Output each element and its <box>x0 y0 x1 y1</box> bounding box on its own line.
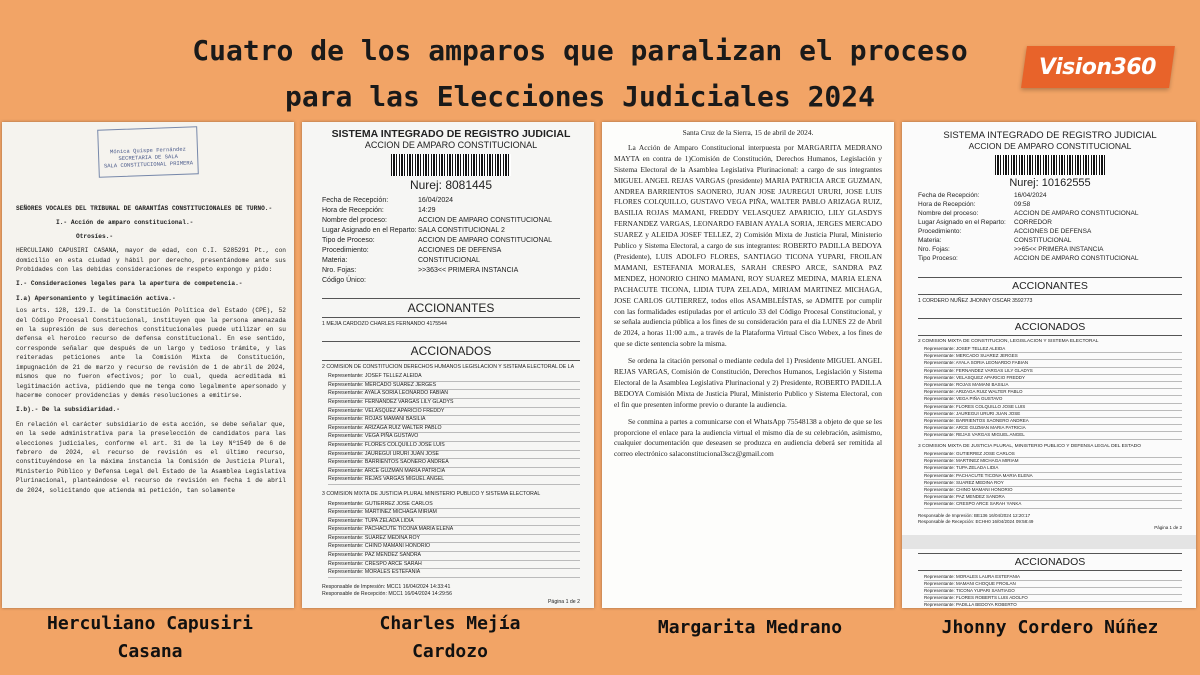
field-row <box>322 196 580 206</box>
field-row <box>322 266 580 276</box>
representative-row: Representante: ARIZAGA RUIZ WALTER PABLO <box>328 425 580 434</box>
representative-row: Representante: JAUREGUI URURI JUAN JOSE <box>924 411 1182 418</box>
representative-row: Representante: PAZ MENDEZ SANDRA <box>924 494 1182 501</box>
field-row <box>322 256 580 266</box>
doc4-reps-2 <box>924 451 1182 509</box>
title-line-1: Cuatro de los amparos que paralizan el proceso <box>192 34 968 67</box>
field-value: ACCIONES DE DEFENSA <box>418 247 502 254</box>
doc4-footer-2: Responsable de Recepción: ECHH0 16/04/2024 09:58:49 <box>918 518 1034 524</box>
representative-row: Representante: MARTINEZ MICHAGA MIRIAM <box>924 458 1182 465</box>
doc2-reps-2 <box>328 501 580 578</box>
doc2-nurej: Nurej: 8081445 <box>409 178 493 192</box>
doc4-footer-1: Responsable de Impresión: BE136 16/04/2024 12:20:17 <box>918 512 1031 518</box>
doc1-heading-4: I.a) Apersonamiento y legitimación activa.- <box>16 294 176 302</box>
representative-row: Representante: PADILLA BEDOYA ROBERTO <box>924 602 1182 608</box>
field-value: 09:58 <box>1014 201 1031 208</box>
representative-row: Representante: SUAREZ MEDINA ROY <box>328 535 580 544</box>
field-label: Lugar Asignado en el Reparto: <box>918 219 1006 226</box>
doc2-accionantes-title: ACCIONANTES <box>322 298 580 318</box>
doc4-nurej: Nurej: 10162555 <box>1009 177 1091 189</box>
representative-row: Representante: CRESPO ARCE SARAH <box>328 561 580 570</box>
doc2-footer-2: Responsable de Recepción: MCC1 16/04/2024 14:29:56 <box>322 591 453 598</box>
doc2-action-title: ACCION DE AMPARO CONSTITUCIONAL <box>364 140 538 150</box>
representative-row: Representante: GUTIERREZ JOSE CARLOS <box>924 451 1182 458</box>
field-label: Tipo Proceso: <box>918 255 958 262</box>
field-value: 16/04/2024 <box>1014 192 1047 199</box>
representative-row: Representante: VEGA PIÑA GUSTAVO <box>924 396 1182 403</box>
field-row <box>918 191 1182 200</box>
representative-row: Representante: VELASQUEZ APARICIO FREDDY <box>924 375 1182 382</box>
representative-row: Representante: ROJAS MAMANI BASILIA <box>924 382 1182 389</box>
representative-row: Representante: FLORES ROBERTS LUIS ADOLFO <box>924 595 1182 602</box>
doc1-paragraph-2: Los arts. 128, 129.I. de la Constitución Política del Estado (CPE), 52 del Código Procesal Constitucional, instituyen que la persona amenazada en la supresión de sus derechos constitucionales puede utilizar en su defensa el heroico recurso de defensa constitucional. En ese sentido, corresponde señalar que después de un largo y tedioso trámite, y las reiteradas peticiones ante la Comisión Mixta de Constitución, impugnación de 21 de marzo y recurso de revisión de 1 de abril de 2024, mismos que no fueron efectivos; por lo cual, queda acreditada mi legitimación activa, pidiendo que me tenga como legalmente apersonado y hacerme conocer providencias y demás resoluciones a emitirse. <box>16 307 286 399</box>
field-value: CORREDOR <box>1014 219 1052 226</box>
field-label: Lugar Asignado en el Reparto: <box>322 227 417 234</box>
doc2-group-1: 2 COMISION DE CONSTITUCION DERECHOS HUMANOS LEGISLACION Y SISTEMA ELECTORAL DE LA <box>322 363 575 370</box>
doc4-page-number: Página 1 de 2 <box>1154 524 1182 530</box>
doc4-reps-3 <box>924 574 1182 608</box>
field-row <box>918 236 1182 245</box>
doc1-heading-1: I.- Acción de amparo constitucional.- <box>56 219 194 227</box>
caption-herculiano-line-1: Herculiano Capusiri <box>47 613 253 634</box>
field-label: Materia: <box>322 257 348 264</box>
representative-row: Representante: ARIZAGA RUIZ WALTER PABLO <box>924 389 1182 396</box>
field-row <box>322 216 580 226</box>
field-value: SALA CONSTITUCIONAL 2 <box>418 227 505 234</box>
representative-row: Representante: PACHACUTE TICONA MARIA ELENA <box>924 473 1182 480</box>
field-label: Nro. Fojas: <box>918 246 950 253</box>
representative-row: Representante: MORALES ESTEFANIA <box>328 569 580 578</box>
representative-row: Representante: VELASQUEZ APARICIO FREDDY <box>328 408 580 417</box>
representative-row: Representante: CHINO MAMANI HONORIO <box>328 543 580 552</box>
representative-row: Representante: AYALA SORIA LEONARDO FABIAN <box>924 360 1182 367</box>
doc2-accionante: 1 MEJIA CARDOZO CHARLES FERNANDO 4175544 <box>322 321 447 327</box>
caption-charles-line-1: Charles Mejía <box>379 613 521 634</box>
field-label: Hora de Recepción: <box>918 201 976 208</box>
field-row <box>322 246 580 256</box>
vision360-logo <box>1021 46 1175 88</box>
representative-row: Representante: VEGA PIÑA GUSTAVO <box>328 433 580 442</box>
doc2-barcode <box>391 154 511 176</box>
representative-row: Representante: JOSEF TELLEZ ALEIDA <box>328 373 580 382</box>
representative-row: Representante: MAMANI CHOQUE FROILAN <box>924 581 1182 588</box>
representative-row: Representante: REJAS VARGAS MIGUEL ANGEL <box>924 432 1182 439</box>
representative-row: Representante: ARCE GUZMAN MARIA PATRICIA <box>924 425 1182 432</box>
field-label: Código Único: <box>322 277 366 284</box>
field-value: >>65<< PRIMERA INSTANCIA <box>1014 246 1104 253</box>
field-label: Hora de Recepción: <box>322 207 384 214</box>
representative-row: Representante: MARTINEZ MICHAGA MIRIAM <box>328 509 580 518</box>
doc3-paragraph-2: Se ordena la citación personal o mediante cedula del 1) Presidente MIGUEL ANGEL REJAS VARGAS, Comisión de Constitución, Derechos Humanos, Legislación y Sistema Electoral de la Asamblea Legislativa Plurinacional y 2) Presidente, ROBERTO PADILLA BEDOYA Comisión Mixta de Justicia Plural, Ministerio Publico y Sistema Electoral, con el fin que presenten informe previo o durante la audiencia. <box>614 356 882 409</box>
doc4-group-1: 2 COMISION MIXTA DE CONSTITUCION, LEGISLACION Y SISTEMA ELECTORAL <box>918 338 1099 344</box>
doc4-barcode <box>995 155 1105 175</box>
representative-row: Representante: ROJAS MAMANI BASILIA <box>328 416 580 425</box>
field-value: 16/04/2024 <box>418 197 454 204</box>
doc1-paragraph-1: HERCULIANO CAPUSIRI CASANA, mayor de edad, con C.I. 5285291 Pt., con domicilio en esta ciudad y hábil por derecho, presentándome ante sus Probidades con las debidas consideraciones de respeto expongo y pido: <box>16 247 286 274</box>
doc2-page-number: Página 1 de 2 <box>547 599 580 606</box>
representative-row: Representante: MORALES LAURA ESTEFANIA <box>924 574 1182 581</box>
field-label: Procedimiento: <box>322 247 369 254</box>
field-value: >>363<< PRIMERA INSTANCIA <box>418 267 519 274</box>
caption-herculiano <box>0 610 300 666</box>
field-label: Nombre del proceso: <box>918 210 979 217</box>
doc2-accionados-title: ACCIONADOS <box>322 341 580 361</box>
doc4-accionados-2-title: ACCIONADOS <box>918 553 1182 571</box>
doc4-fields <box>918 191 1182 263</box>
doc4-system-title: SISTEMA INTEGRADO DE REGISTRO JUDICIAL <box>943 130 1157 141</box>
field-row <box>322 276 580 286</box>
doc4-reps-1 <box>924 346 1182 440</box>
doc3-date: Santa Cruz de la Sierra, 15 de abril de 2024. <box>682 128 814 137</box>
representative-row: Representante: TUPA ZELADA LIDIA <box>924 465 1182 472</box>
doc4-page-break <box>902 535 1196 549</box>
representative-row: Representante: FLORES COLQUILLO JOSE LUIS <box>328 442 580 451</box>
caption-jhonny <box>900 614 1200 642</box>
field-value: ACCION DE AMPARO CONSTITUCIONAL <box>418 217 553 224</box>
field-row <box>322 236 580 246</box>
field-label: Tipo de Proceso: <box>322 237 375 244</box>
representative-row: Representante: MERCADO SUAREZ JERGES <box>924 353 1182 360</box>
representative-row: Representante: JOSEF TELLEZ ALEIDA <box>924 346 1182 353</box>
field-value: ACCION DE AMPARO CONSTITUCIONAL <box>1014 210 1139 217</box>
doc1-paragraph-3: En relación el carácter subsidiario de esta acción, se debe señalar que, en la sede administrativa para la preselección de candidatos para las elecciones judiciales, conforme el art. 31 de la Ley Nº1549 de 6 de febrero de 2024, el recurso de revisión es el último recurso, constituyéndose en la máxima instancia la Comisión de Justicia Plural, Ministerio Público y Defensa Legal del Estado de la Asamblea Legislativa Plurinacional, planteándose el recurso de revisión en fecha 1 de abril de 2024, solicitando que atienda mi petición, tan solamente <box>16 420 286 494</box>
doc4-accionante: 1 CORDERO NUÑEZ JHONNY OSCAR 3592773 <box>918 298 1033 304</box>
representative-row: Representante: ARCE GUZMAN MARIA PATRICIA <box>328 468 580 477</box>
field-label: Nombre del proceso: <box>322 217 387 224</box>
doc3-paragraph-3: Se conmina a partes a comunicarse con el WhatsApp 75548138 a objeto de que se les proporcione el enlace para la audiencia virtual el mismo día de su celebración, asimismo, cualquier documentación que deseasen se produzca en audiencia deberá ser remitida al correo electrónico salaconstitucional3scz@gmail.com <box>614 416 882 459</box>
representative-row: Representante: GUTIERREZ JOSE CARLOS <box>328 501 580 510</box>
field-label: Procedimiento: <box>918 228 962 235</box>
doc3-paragraph-1: La Acción de Amparo Constitucional interpuesta por MARGARITA MEDRANO MAYTA en contra de 1)Comisión de Constitución, Derechos Humanos, Legislación y Sistema Electoral de la Asamblea Legislativa Plurinacional: a cargo de sus integrantes MIGUEL ANGEL REJAS VARGAS (presidente) MARIA PATRICIA ARCE GUZMAN, ANDREA BARRIENTOS SAONERO, JUAN JOSE JAUREGUI URURI, JOSE LUIS FLORES COLQUILLO, GUSTAVO VEGA PIÑA, WALTER PABLO ARIZAGA RUIZ, BASILIA ROJAS MAMANI, FREDDY VELASQUEZ APARICIO, LILY GLASDYS FERNANDEZ VARGAS, LEONARDO FABIAN AYALA SORIA, JERGES MERCADO SUAREZ y ALEIDA JOSEF TELLEZ, 2) Comisión Mixta de Justicia Plural, Ministerio Publico y Sistema Electoral, a cargo de sus integrantes: ROBERTO PADILLA BEDOYA (Presidente), LUIS ADOLFO FLORES, SANTIAGO TICONA YUPARI, FROILAN MAMANI, ESTEFANIA MORALES, SARAH CRESPO ARCE, SANDRA PAZ MENDEZ, HONORIO CHINO MAMANI, ROY SUAREZ MEDINA, MARIA ELENA PACHACUTE TICONA, LIDIA TUPA ZELADA, MIRIAM MARTINEZ MICHAGA, JOSE CARLOS GUTIERREZ, todos ellos ASAMBLEÍSTAS, se ADMITE por cumplir con las formalidades estipuladas por el artículo 33 del Código Procesal Constitucional, y se señala audiencia pública a los fines de su consideración para el día LUNES 22 de Abril de 2024, a horas 11:00 a.m., a través de la Plataforma Virtual Cisco Webex, a los fines de que se dicte sentencia sobre la misma. <box>614 142 882 349</box>
title-line-2: para las Elecciones Judiciales 2024 <box>284 80 875 113</box>
caption-charles <box>300 610 600 666</box>
representative-row: Representante: JAUREGUI URURI JUAN JOSE <box>328 451 580 460</box>
document-jhonny <box>902 122 1196 608</box>
field-value: 14:29 <box>418 207 436 214</box>
field-row <box>918 218 1182 227</box>
caption-jhonny-line-1: Jhonny Cordero Núñez <box>941 617 1159 638</box>
caption-margarita-line-1: Margarita Medrano <box>657 617 843 638</box>
doc2-group-2: 3 COMISION MIXTA DE JUSTICIA PLURAL MINISTERIO PUBLICO Y SISTEMA ELECTORAL <box>322 490 541 497</box>
doc2-footer-1: Responsable de Impresión: MCC1 16/04/2024 14:33:41 <box>322 583 451 590</box>
field-label: Fecha de Recepción: <box>918 192 980 199</box>
doc4-group-2: 3 COMISION MIXTA DE JUSTICIA PLURAL, MINISTERIO PUBLICO Y DEFENSA LEGAL DEL ESTADO <box>918 443 1141 449</box>
doc1-heading-5: I.b).- De la subsidiaridad.- <box>16 406 120 414</box>
representative-row: Representante: MERCADO SUAREZ JERGES <box>328 382 580 391</box>
representative-row: Representante: FERNANDEZ VARGAS LILY GLADYS <box>924 368 1182 375</box>
doc2-reps-1 <box>328 373 580 485</box>
field-row <box>918 200 1182 209</box>
field-row <box>918 209 1182 218</box>
field-row <box>918 227 1182 236</box>
field-row <box>918 245 1182 254</box>
stamp-box: Mónica Quispe Fernández SECRETARIA DE SALA SALA CONSTITUCIONAL PRIMERA <box>97 126 199 177</box>
representative-row: Representante: PAZ MENDEZ SANDRA <box>328 552 580 561</box>
logo-text: Vision360 <box>1039 54 1157 80</box>
doc2-fields <box>322 196 580 286</box>
caption-charles-line-2: Cardozo <box>412 641 488 662</box>
field-value: ACCIONES DE DEFENSA <box>1014 228 1092 235</box>
field-label: Fecha de Recepción: <box>322 197 389 204</box>
field-label: Materia: <box>918 237 942 244</box>
representative-row: Representante: BARRIENTOS SAONERO ANDREA <box>924 418 1182 425</box>
doc4-accionantes-title: ACCIONANTES <box>918 277 1182 295</box>
doc1-address: SEÑORES VOCALES DEL TRIBUNAL DE GARANTÍAS CONSTITUCIONALES DE TURNO.- <box>16 205 273 212</box>
representative-row: Representante: FLORES COLQUILLO JOSE LUIS <box>924 404 1182 411</box>
field-value: ACCION DE AMPARO CONSTITUCIONAL <box>418 237 553 244</box>
caption-herculiano-line-2: Casana <box>117 641 183 662</box>
document-charles <box>302 122 594 608</box>
representative-row: Representante: AYALA SORIA LEONARDO FABIAN <box>328 390 580 399</box>
doc1-heading-3: I.- Consideraciones legales para la apertura de competencia.- <box>16 280 243 288</box>
representative-row: Representante: REJAS VARGAS MIGUEL ANGEL <box>328 476 580 485</box>
field-value: CONSTITUCIONAL <box>418 257 480 264</box>
page-title <box>70 28 1090 120</box>
field-row <box>322 226 580 236</box>
doc1-heading-2: Otrosíes.- <box>76 232 114 240</box>
representative-row: Representante: FERNANDEZ VARGAS LILY GLADYS <box>328 399 580 408</box>
document-herculiano <box>2 122 294 608</box>
representative-row: Representante: SUAREZ MEDINA ROY <box>924 480 1182 487</box>
representative-row: Representante: PACHACUTE TICONA MARIA ELENA <box>328 526 580 535</box>
doc4-accionados-title: ACCIONADOS <box>918 318 1182 336</box>
field-row <box>322 206 580 216</box>
representative-row: Representante: TICONA YUPARI SANTIAGO <box>924 588 1182 595</box>
field-label: Nro. Fojas: <box>322 267 357 274</box>
doc4-action-title: ACCION DE AMPARO CONSTITUCIONAL <box>968 141 1132 151</box>
representative-row: Representante: CHINO MAMANI HONORIO <box>924 487 1182 494</box>
field-value: ACCION DE AMPARO CONSTITUCIONAL <box>1014 255 1139 262</box>
document-margarita <box>602 122 894 608</box>
doc2-system-title: SISTEMA INTEGRADO DE REGISTRO JUDICIAL <box>331 128 571 140</box>
field-row <box>918 254 1182 263</box>
representative-row: Representante: TUPA ZELADA LIDIA <box>328 518 580 527</box>
representative-row: Representante: CRESPO ARCE SARAH YANKA <box>924 501 1182 508</box>
caption-margarita <box>600 614 900 642</box>
field-value: CONSTITUCIONAL <box>1014 237 1072 244</box>
representative-row: Representante: BARRIENTOS SAONERO ANDREA <box>328 459 580 468</box>
